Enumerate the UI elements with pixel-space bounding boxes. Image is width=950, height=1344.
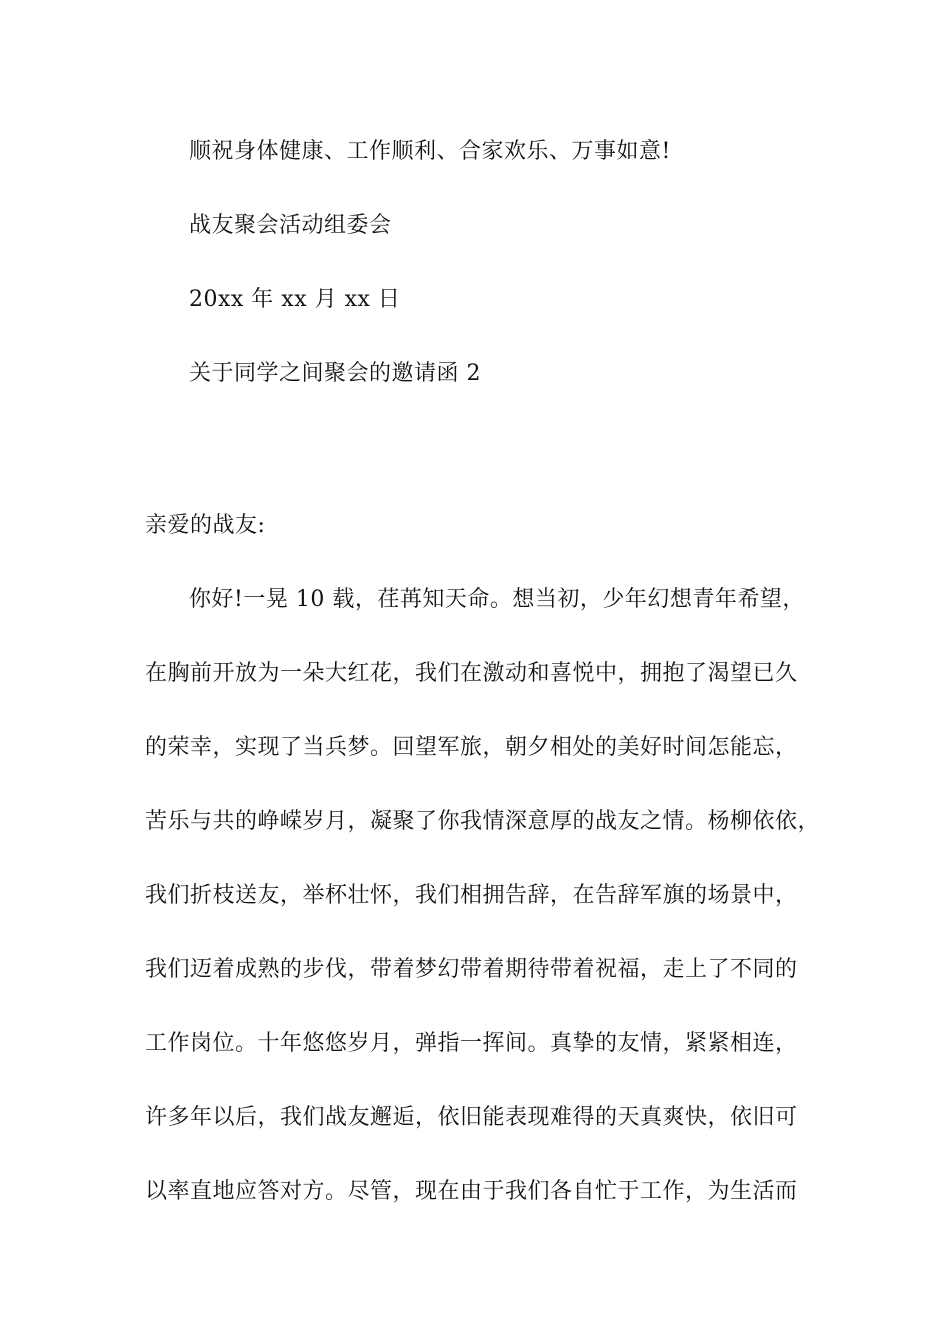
body-line: 我们迈着成熟的步伐，带着梦幻带着期待带着祝福，走上了不同的 [145,957,798,982]
body-line: 的荣幸，实现了当兵梦。回望军旅，朝夕相处的美好时间怎能忘， [145,735,798,760]
closing-wishes: 顺祝身体健康、工作顺利、合家欢乐、万事如意! [189,139,671,164]
body-line: 在胸前开放为一朵大红花，我们在激动和喜悦中，拥抱了渴望已久 [145,661,798,686]
body-line: 你好!一晃 10 载，荏苒知天命。想当初，少年幻想青年希望， [189,587,805,612]
organizer-signature: 战友聚会活动组委会 [189,213,392,238]
body-line: 以率直地应答对方。尽管，现在由于我们各自忙于工作，为生活而 [145,1179,798,1204]
body-line: 苦乐与共的峥嵘岁月，凝聚了你我情深意厚的战友之情。杨柳依依， [145,809,821,834]
body-line: 许多年以后，我们战友邂逅，依旧能表现难得的天真爽快，依旧可 [145,1105,798,1130]
section-title: 关于同学之间聚会的邀请函 2 [189,361,481,386]
salutation: 亲爱的战友: [145,513,266,538]
body-line: 我们折枝送友，举杯壮怀，我们相拥告辞，在告辞军旗的场景中， [145,883,798,908]
signature-date: 20xx 年 xx 月 xx 日 [189,287,401,312]
body-line: 工作岗位。十年悠悠岁月，弹指一挥间。真挚的友情，紧紧相连， [145,1031,798,1056]
